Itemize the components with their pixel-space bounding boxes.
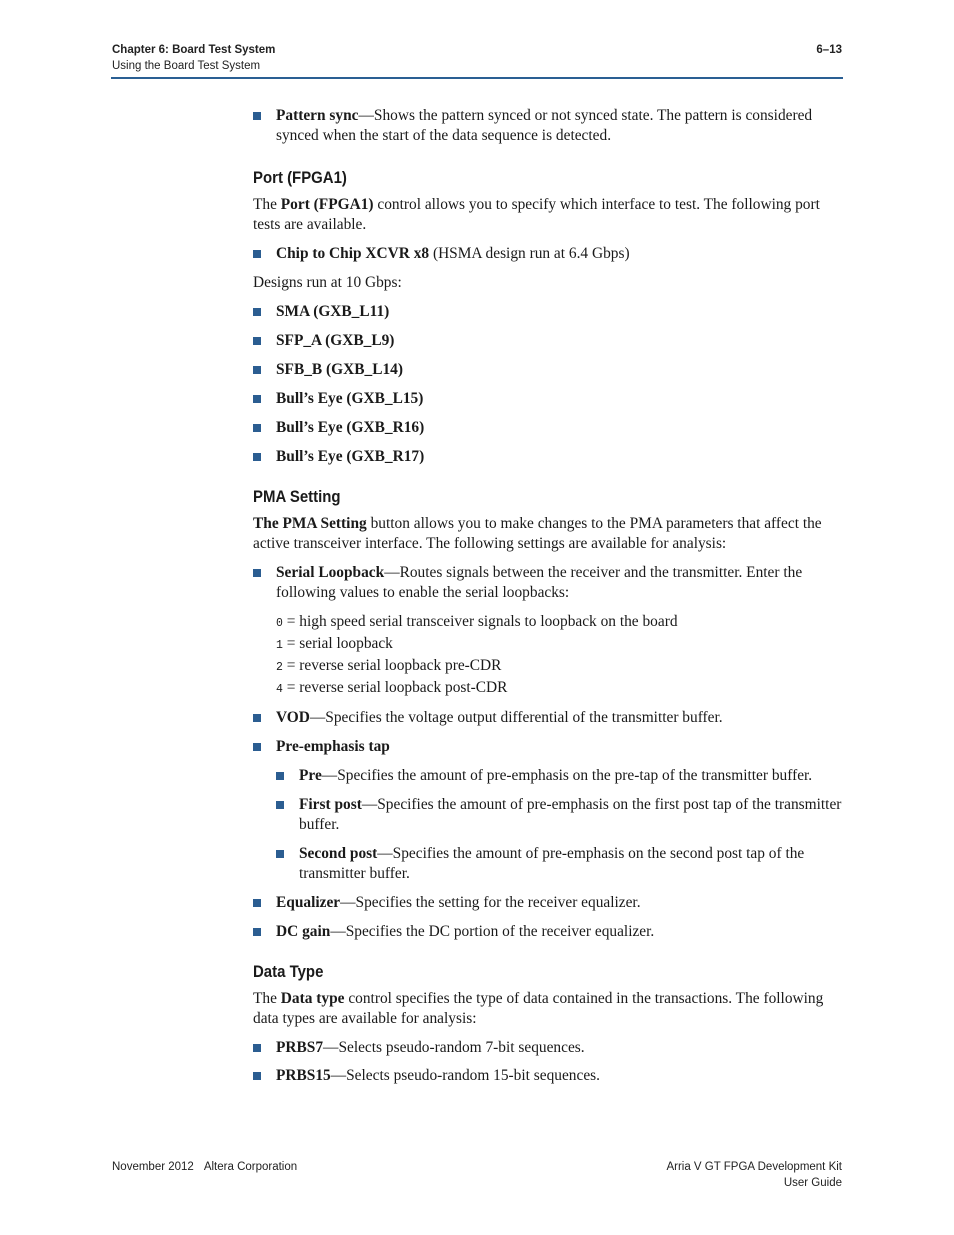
bullet-square-icon [253, 743, 261, 751]
bullet-square-icon [253, 337, 261, 345]
list-item: SMA (GXB_L11) [253, 302, 845, 322]
page-number: 6–13 [816, 44, 842, 56]
loopback-value: 4 = reverse serial loopback post-CDR [276, 679, 508, 696]
bullet-pre-emphasis: Pre-emphasis tap [253, 737, 845, 757]
running-header [112, 42, 275, 74]
bullet-square-icon [253, 1044, 261, 1052]
footer-right [666, 1159, 842, 1191]
loopback-value: 1 = serial loopback [276, 635, 393, 652]
footer-company: Altera Corporation [203, 1161, 298, 1173]
bullet-square-icon [253, 714, 261, 722]
footer-doc-type: User Guide [783, 1177, 842, 1189]
list-item: SFB_B (GXB_L14) [253, 360, 845, 380]
bullet-square-icon [253, 366, 261, 374]
bullet-square-icon [253, 250, 261, 258]
sub-bullet-pre: Pre—Specifies the amount of pre-emphasis on the pre-tap of the transmitter buffer. [253, 766, 845, 786]
bullet-pattern-sync: Pattern sync—Shows the pattern synced or not synced state. The pattern is considered synced when the start of the data sequence is detected. [253, 106, 845, 146]
loopback-value: 2 = reverse serial loopback pre-CDR [276, 657, 502, 674]
heading-port: Port (FPGA1) [253, 168, 347, 187]
bullet-prbs7: PRBS7—Selects pseudo-random 7-bit sequences. [253, 1038, 845, 1058]
bullet-square-icon [253, 928, 261, 936]
bullet-square-icon [276, 772, 284, 780]
bullet-equalizer: Equalizer—Specifies the setting for the receiver equalizer. [253, 893, 845, 913]
sub-bullet-second-post: Second post—Specifies the amount of pre-emphasis on the second post tap of the transmitter buffer. [253, 844, 845, 884]
heading-data-type: Data Type [253, 962, 324, 981]
bullet-serial-loopback: Serial Loopback—Routes signals between the receiver and the transmitter. Enter the following values to enable the serial loopbacks: [253, 563, 845, 603]
bullet-vod: VOD—Specifies the voltage output differential of the transmitter buffer. [253, 708, 845, 728]
bullet-square-icon [253, 569, 261, 577]
header-rule [111, 77, 843, 79]
sub-bullet-first-post: First post—Specifies the amount of pre-emphasis on the first post tap of the transmitter buffer. [253, 795, 845, 835]
list-item: Bull’s Eye (GXB_R17) [253, 447, 845, 467]
bullet-square-icon [253, 112, 261, 120]
footer-date: November 2012 [112, 1161, 194, 1173]
pma-paragraph: The PMA Setting button allows you to make changes to the PMA parameters that affect the active transceiver interface. The following settings are available for analysis: [253, 515, 822, 552]
designs-note: Designs run at 10 Gbps: [253, 274, 402, 291]
bullet-square-icon [276, 801, 284, 809]
footer-left [112, 1159, 297, 1175]
section-title: Using the Board Test System [112, 60, 261, 72]
heading-pma-setting: PMA Setting [253, 487, 341, 506]
bullet-dc-gain: DC gain—Specifies the DC portion of the receiver equalizer. [253, 922, 845, 942]
bullet-square-icon [253, 1072, 261, 1080]
chapter-title: Chapter 6: Board Test System [112, 44, 276, 56]
port-paragraph: The Port (FPGA1) control allows you to specify which interface to test. The following port tests are available. [253, 196, 820, 233]
bullet-chip-to-chip: Chip to Chip XCVR x8 (HSMA design run at 6.4 Gbps) [253, 244, 845, 264]
bullet-prbs15: PRBS15—Selects pseudo-random 15-bit sequences. [253, 1066, 845, 1086]
footer-doc-title: Arria V GT FPGA Development Kit [666, 1161, 842, 1173]
bullet-square-icon [253, 899, 261, 907]
list-item: Bull’s Eye (GXB_R16) [253, 418, 845, 438]
bullet-square-icon [253, 395, 261, 403]
bullet-square-icon [253, 424, 261, 432]
bullet-square-icon [276, 850, 284, 858]
page-body [253, 106, 845, 1086]
bullet-square-icon [253, 308, 261, 316]
datatype-paragraph: The Data type control specifies the type of data contained in the transactions. The following data types are available for analysis: [253, 990, 824, 1027]
list-item: Bull’s Eye (GXB_L15) [253, 389, 845, 409]
loopback-value: 0 = high speed serial transceiver signals to loopback on the board [276, 613, 678, 630]
bullet-square-icon [253, 453, 261, 461]
list-item: SFP_A (GXB_L9) [253, 331, 845, 351]
